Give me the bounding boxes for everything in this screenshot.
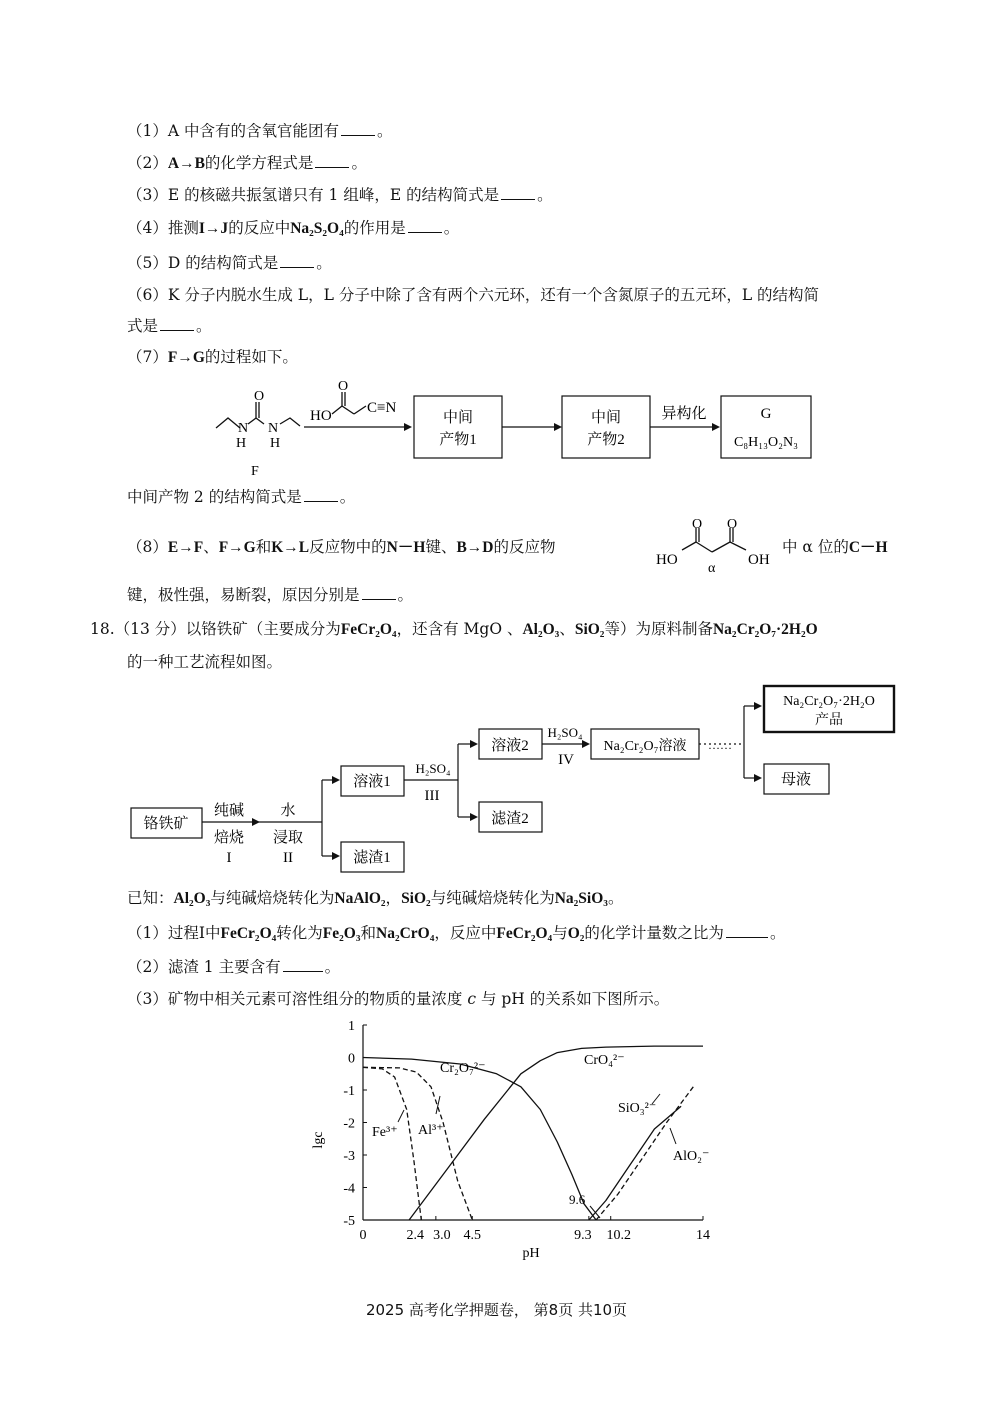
page-footer: 2025 高考化学押题卷， 第8页 共10页 [365,1301,628,1319]
label-alo2: AlO₂⁻ [673,1149,710,1164]
ore-label: 铬铁矿 [143,816,189,832]
malonic-o1: O [692,517,703,532]
q17-part6: （6）K 分子内脱水生成 L，L 分子中除了含有两个六元环，还有一个含氮原子的五元环，L 的结构简 [127,286,820,304]
g-label: G [760,406,772,422]
step4-reagent: H₂SO₄ [547,725,583,740]
box2-line2: 产物2 [587,432,625,448]
step1-number: I [226,850,232,866]
malonic-o2: O [727,517,738,532]
lgc-ph-chart [300,1010,720,1265]
answer-blank[interactable] [283,957,323,972]
q17-part7-question: 中间产物 2 的结构简式是 。 [127,488,356,506]
mother-liquor-label: 母液 [780,772,812,788]
step4-number: IV [558,752,574,768]
solution1-label: 溶液1 [353,774,391,790]
x-tick-label: 3.0 [433,1228,451,1243]
y-tick-label: -4 [343,1181,355,1197]
x-tick-label: 0 [359,1228,367,1243]
y-tick-label: -3 [343,1149,355,1164]
q18-header-cont: 的一种工艺流程如图。 [127,653,283,671]
reagent-cn: C≡N [367,400,397,416]
label-al3: Al³⁺ [418,1123,444,1138]
x-axis-label: pH [522,1246,540,1261]
q18-part3: （3）矿物中相关元素可溶性组分的物质的量浓度 c 与 pH 的关系如下图所示。 [127,990,670,1008]
reagent-o: O [338,379,349,394]
q17-part6-cont: 式是 。 [127,317,212,335]
f-label: F [251,464,259,479]
x-tick-label: 10.2 [606,1228,631,1243]
y-tick-label: -2 [343,1116,355,1132]
y-tick-label: -1 [343,1084,355,1099]
q18-part1: （1）过程I中FeCr₂O₄转化为Fe₂O₃和Na₂CrO₄，反应中FeCr₂O₄与O₂的化学计量数之比为 。 [127,924,786,942]
annotation-9-6: 9.6 [569,1192,586,1207]
box1-line2: 产物1 [439,432,477,448]
product-formula: Na₂Cr₂O₇·2H₂O [783,694,875,709]
series-line-2 [363,1067,421,1220]
x-tick-label: 2.4 [406,1228,425,1243]
f-n1: N [238,421,249,436]
reagent-ho: HO [310,408,332,424]
f-h2: H [270,436,281,451]
malonic-oh: OH [748,552,770,568]
step1-action: 焙烧 [213,830,245,846]
step2-reagent: 水 [280,803,296,819]
y-axis-label: lgc [311,1131,326,1149]
x-tick-label: 9.3 [574,1228,592,1243]
alpha-label: α [708,561,716,576]
label-cr2o7: Cr₂O₇²⁻ [440,1061,486,1076]
malonic-ho: HO [656,552,678,568]
q17-part7: （7）F→G的过程如下。 [127,348,298,366]
q17-part8: （8）E→F、F→G和K→L反应物中的N－H键、B→D的反应物 [127,538,556,556]
q17-part8-cont: 键，极性强，易断裂，原因分别是 。 [127,586,414,604]
f-carbonyl-o: O [254,389,265,404]
q17-part4: （4）推测I→J的反应中Na₂S₂O₄的作用是 。 [127,219,460,237]
label-sio3: SiO₃²⁻ [618,1101,657,1116]
step3-reagent: H₂SO₄ [415,761,451,776]
step3-number: III [424,788,440,804]
isomerization-label: 异构化 [661,406,707,422]
q18-known: 已知：Al₂O₃与纯碱焙烧转化为NaAlO₂，SiO₂与纯碱焙烧转化为Na₂SiO₃。 [127,889,624,907]
y-tick-label: 0 [348,1051,355,1067]
step2-number: II [283,850,293,866]
product-label: 产品 [815,713,843,728]
na2cr2o7-label: Na₂Cr₂O₇溶液 [603,739,687,754]
series-line-0 [363,1058,596,1221]
q17-part2: （2）A→B的化学方程式是 。 [127,154,367,172]
q18-header: 18.（13 分）以铬铁矿（主要成分为FeCr₂O₄，还含有 MgO 、Al₂O₃、SiO₂等）为原料制备Na₂Cr₂O₇·2H₂O [90,620,818,638]
label-fe3: Fe³⁺ [372,1125,398,1140]
f-n2: N [268,421,279,436]
solution2-label: 溶液2 [491,738,529,754]
series-line-3 [363,1067,472,1220]
x-tick-label: 4.5 [463,1228,482,1243]
q17-part3: （3）E 的核磁共振氢谱只有 1 组峰，E 的结构简式是 。 [127,186,553,204]
q17-part1: （1）A 中含有的含氧官能团有 。 [127,122,393,140]
residue1-label: 滤渣1 [353,850,391,866]
y-tick-label: -5 [343,1214,355,1229]
box2-line1: 中间 [590,410,622,426]
x-tick-label: 14 [696,1228,710,1243]
box1-line1: 中间 [442,410,474,426]
series-line-4 [589,1106,681,1220]
f-h1: H [236,436,247,451]
q17-part8-tail: 中 α 位的C－H [782,538,888,556]
q18-part2: （2）滤渣 1 主要含有 。 [127,958,341,976]
step2-action: 浸取 [272,830,304,846]
residue2-label: 滤渣2 [491,811,529,827]
ellipsis: …… [708,738,732,752]
label-cro4: CrO₄²⁻ [584,1053,625,1068]
answer-blank[interactable] [726,923,768,938]
y-tick-label: 1 [348,1019,355,1034]
g-formula: C₈H₁₃O₂N₃ [733,435,799,450]
step1-reagent: 纯碱 [213,803,245,819]
q17-part5: （5）D 的结构简式是 。 [127,254,332,272]
